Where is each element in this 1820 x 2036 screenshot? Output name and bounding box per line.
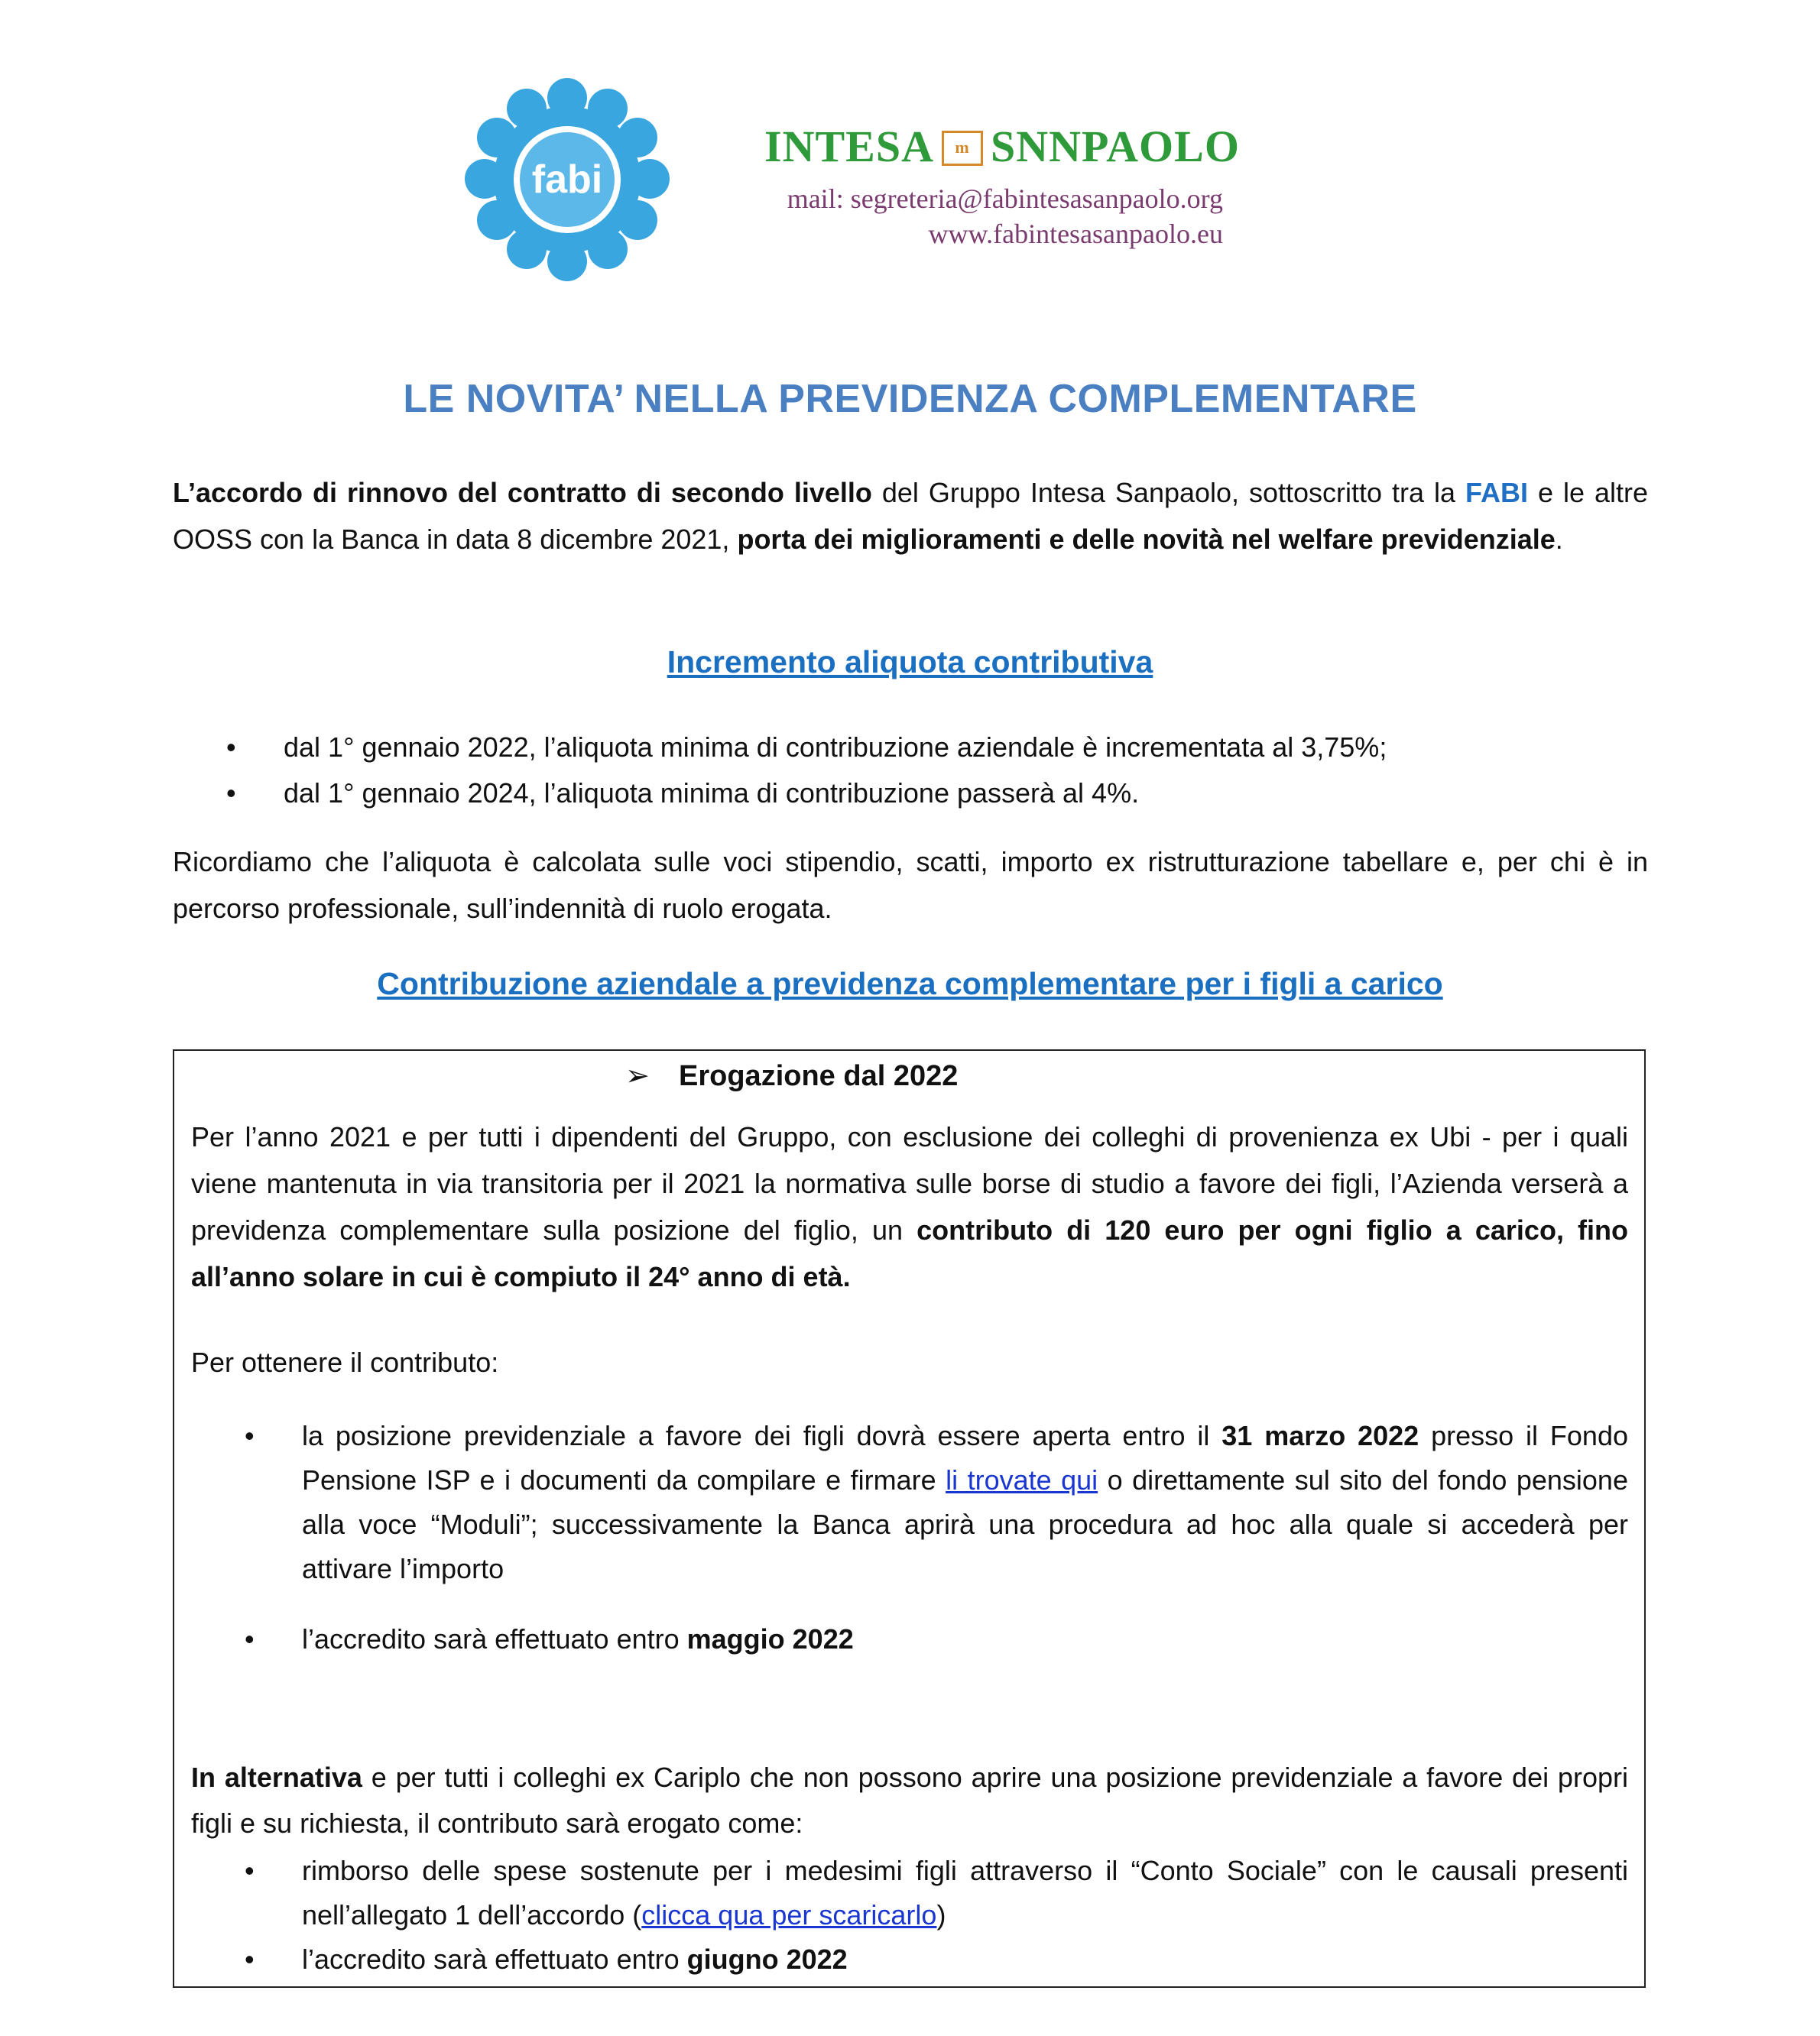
aliquota-note: Ricordiamo che l’aliquota è calcolata sulle voci stipendio, scatti, importo ex ristrutturazione tabellare e, per chi è in percorso professionale, sull’indennità di ruolo erogata. [173, 846, 1648, 924]
list-item [173, 770, 1648, 816]
letterhead [459, 76, 1240, 283]
brand-block [764, 121, 1240, 251]
contact-mail: mail: segreteria@fabintesasanpaolo.org [787, 183, 1223, 214]
box-heading [625, 1059, 958, 1093]
bullet-icon: • [245, 1855, 255, 1886]
intro-paragraph [173, 469, 1648, 562]
b1-text-b: presso il Fondo Pensione ISP e i documenti da compilare e firmare [302, 1420, 1628, 1496]
list-item-text: dal 1° gennaio 2022, l’aliquota minima di contribuzione aziendale è incrementata al 3,75%; [284, 731, 1387, 763]
bullet-icon: • [245, 1944, 255, 1975]
intro-end: . [1555, 524, 1563, 555]
brand-right: SNNPAOLO [990, 122, 1240, 171]
b2-bold: maggio 2022 [686, 1623, 854, 1655]
section-heading-figli: Contribuzione aziendale a previdenza complementare per i figli a carico [377, 966, 1443, 1001]
list-item-text: dal 1° gennaio 2024, l’aliquota minima di contribuzione passerà al 4%. [284, 777, 1140, 809]
list-item [191, 1849, 1628, 1937]
list-item [191, 1617, 1628, 1662]
intro-bold-2: porta dei miglioramenti e delle novità nel welfare previdenziale [737, 524, 1556, 555]
bullet-icon: • [245, 1420, 255, 1451]
intro-bold-1: L’accordo di rinnovo del contratto di secondo livello [173, 477, 872, 508]
bullet-icon: • [245, 1623, 255, 1655]
box-heading-text: Erogazione dal 2022 [679, 1060, 959, 1092]
erogazione-box [173, 1049, 1646, 1988]
b3-text-a: rimborso delle spese sostenute per i medesimi figli attraverso il “Conto Sociale” con le causali presenti nell’allegato 1 dell’accordo ( [302, 1855, 1628, 1931]
b1-text-c: o direttamente sul sito del fondo pensione alla voce “Moduli”; successivamente la Banca aprirà una procedura ad hoc alla quale si accederà per attivare l’importo [302, 1464, 1628, 1584]
brand-title [764, 121, 1240, 172]
intro-text-2: e le altre OOSS con la Banca in data 8 dicembre 2021, [173, 477, 1648, 555]
list-item [191, 1937, 1628, 1982]
arrow-bullet-icon: ➢ [625, 1060, 650, 1092]
box-p1-text: Per l’anno 2021 e per tutti i dipendenti del Gruppo, con esclusione dei colleghi di provenienza ex Ubi - per i quali viene mantenuta in via transitoria per il 2021 la normativa sulle borse di studio a favore dei figli, l’Azienda verserà a previdenza complementare sulla posizione del figlio, un [191, 1121, 1628, 1246]
b4-text: l’accredito sarà effettuato entro [302, 1944, 687, 1975]
alt-text: e per tutti i colleghi ex Cariplo che non possono aprire una posizione previdenziale a favore dei propri figli e su richiesta, il contributo sarà erogato come: [191, 1762, 1628, 1839]
aliquota-bullet-list [173, 725, 1648, 816]
fabi-label: FABI [1465, 477, 1529, 508]
page-title: LE NOVITA’ NELLA PREVIDENZA COMPLEMENTARE [403, 377, 1417, 421]
box-paragraph-1 [191, 1114, 1628, 1300]
brand-mark-icon: m [942, 131, 983, 166]
box-bullet-list-2 [191, 1849, 1628, 1982]
b4-bold: giugno 2022 [686, 1944, 848, 1975]
intro-text-1: del Gruppo Intesa Sanpaolo, sottoscritto tra la [871, 477, 1465, 508]
b1-bold: 31 marzo 2022 [1221, 1420, 1419, 1451]
fabi-flower-logo [459, 76, 676, 283]
box-bullet-list-1 [191, 1414, 1628, 1662]
box-paragraph-alternativa [191, 1755, 1628, 1846]
alt-bold: In alternativa [191, 1762, 362, 1793]
b3-text-b: ) [936, 1899, 946, 1931]
list-item [191, 1414, 1628, 1591]
scarica-allegato-link[interactable]: clicca qua per scaricarlo [641, 1899, 937, 1931]
brand-left: INTESA [764, 122, 934, 171]
box-paragraph-2: Per ottenere il contributo: [191, 1347, 499, 1378]
contact-website: www.fabintesasanpaolo.eu [928, 219, 1223, 249]
bullet-icon: • [226, 777, 236, 809]
box-p1-bold: contributo di 120 euro per ogni figlio a carico, fino all’anno solare in cui è compiuto il 24° anno di età. [191, 1214, 1629, 1292]
list-item [173, 725, 1648, 770]
moduli-link[interactable]: li trovate qui [946, 1464, 1098, 1496]
logo-text: fabi [531, 157, 603, 202]
bullet-icon: • [226, 731, 236, 763]
b2-text: l’accredito sarà effettuato entro [302, 1623, 687, 1655]
section-heading-aliquota: Incremento aliquota contributiva [667, 644, 1153, 679]
b1-text-a: la posizione previdenziale a favore dei figli dovrà essere aperta entro il [302, 1420, 1222, 1451]
